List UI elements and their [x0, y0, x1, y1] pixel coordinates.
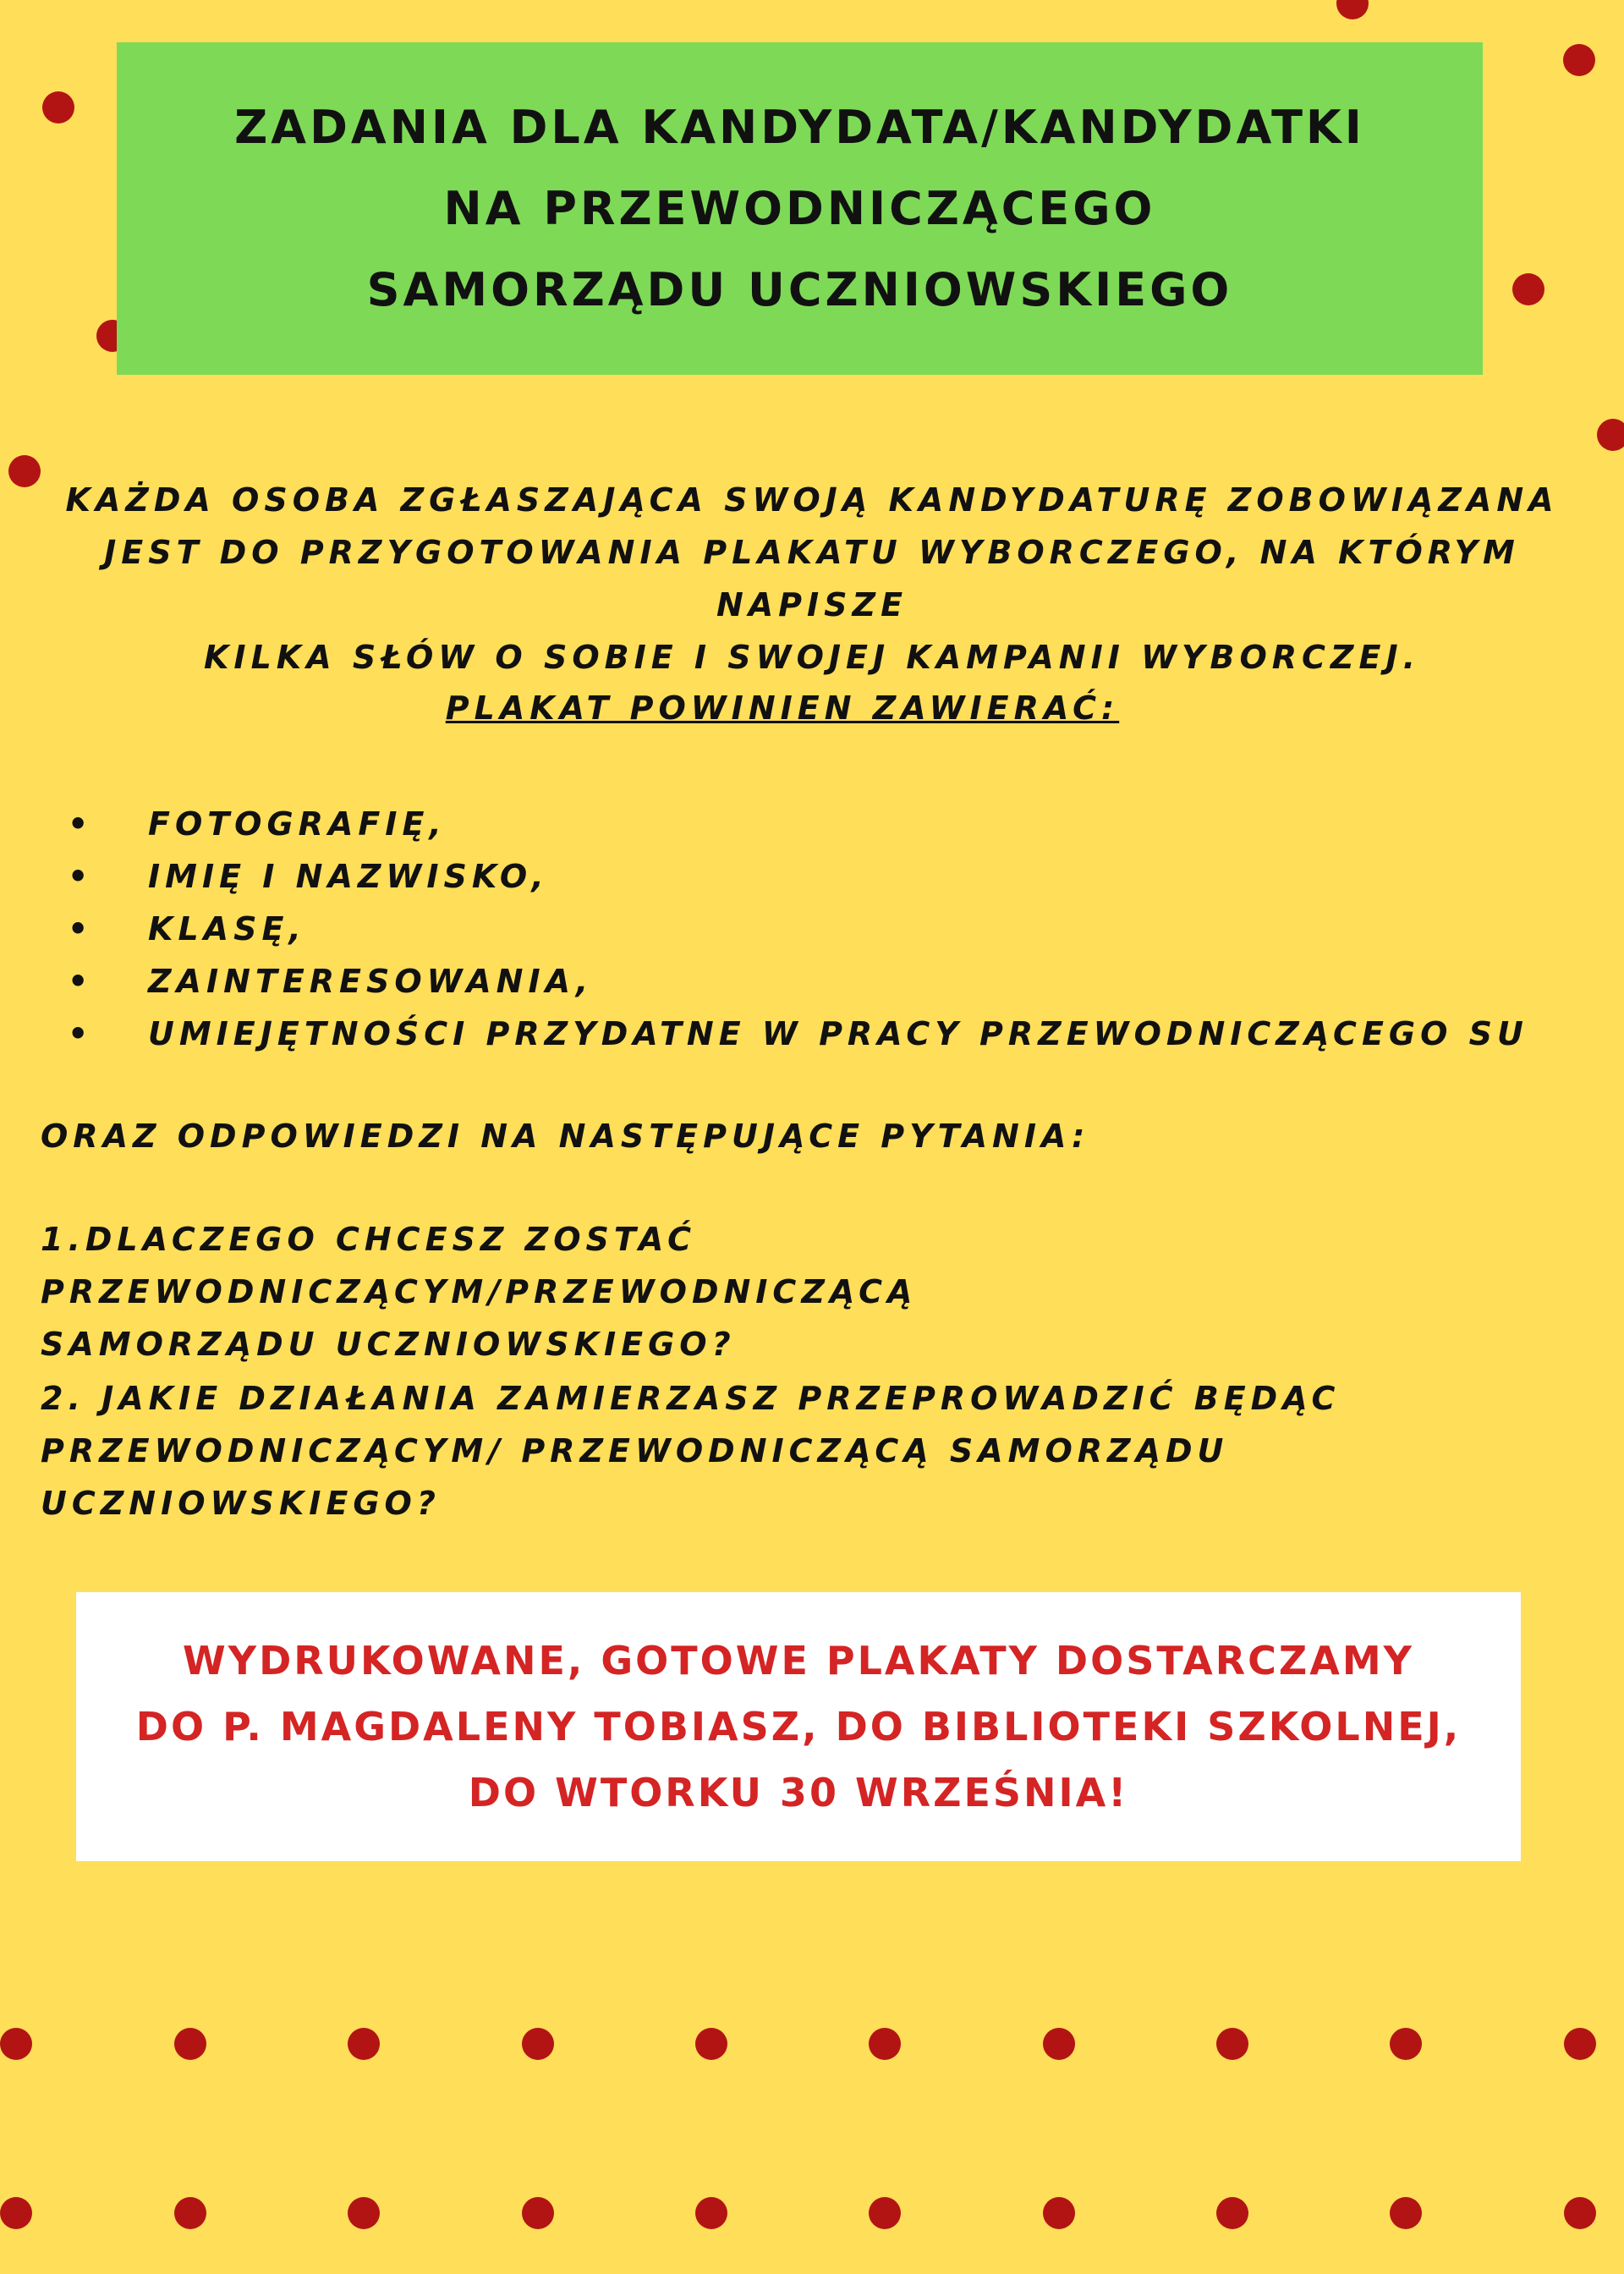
poster-heading: PLAKAT POWINIEN ZAWIERAĆ: — [445, 689, 1120, 727]
decorative-dot — [869, 2028, 901, 2060]
list-item: • ZAINTERESOWANIA, — [68, 955, 1528, 1008]
requirements-list — [68, 798, 1528, 1060]
decorative-dot — [174, 2197, 206, 2229]
list-item: • IMIĘ I NAZWISKO, — [68, 850, 1528, 903]
decorative-dot — [1216, 2028, 1248, 2060]
decorative-dot — [695, 2197, 727, 2229]
question-1 — [41, 1213, 1563, 1370]
deadline-notice — [76, 1592, 1521, 1861]
decorative-dot — [1390, 2197, 1422, 2229]
page-title-line: SAMORZĄDU UCZNIOWSKIEGO — [366, 262, 1233, 316]
list-item: • FOTOGRAFIĘ, — [68, 798, 1528, 850]
decorative-dot — [1390, 2028, 1422, 2060]
question-line: SAMORZĄDU UCZNIOWSKIEGO? — [41, 1326, 736, 1363]
decorative-dot — [42, 91, 74, 124]
page-title-line: ZADANIA DLA KANDYDATA/KANDYDATKI — [234, 100, 1365, 154]
decorative-dot — [1043, 2197, 1075, 2229]
decorative-dot — [1563, 44, 1595, 76]
decorative-dot — [1336, 0, 1369, 19]
decorative-dot — [1512, 273, 1544, 305]
intro-line: KILKA SŁÓW O SOBIE I SWOJEJ KAMPANII WYBORCZEJ. — [203, 639, 1421, 676]
decorative-dot — [695, 2028, 727, 2060]
decorative-dot — [1564, 2197, 1596, 2229]
decorative-dot — [1597, 419, 1624, 451]
intro-line: JEST DO PRZYGOTOWANIA PLAKATU WYBORCZEGO, NA KTÓRYM NAPISZE — [104, 534, 1520, 623]
decorative-dot — [0, 2197, 32, 2229]
decorative-dot — [1043, 2028, 1075, 2060]
decorative-dot — [1216, 2197, 1248, 2229]
question-line: 2. JAKIE DZIAŁANIA ZAMIERZASZ PRZEPROWADZIĆ BĘDĄC — [41, 1380, 1341, 1417]
notice-line: WYDRUKOWANE, GOTOWE PLAKATY DOSTARCZAMY — [183, 1638, 1414, 1684]
decorative-dot — [0, 2028, 32, 2060]
notice-line: DO WTORKU 30 WRZEŚNIA! — [468, 1770, 1129, 1815]
questions-intro: ORAZ ODPOWIEDZI NA NASTĘPUJĄCE PYTANIA: — [41, 1118, 1090, 1155]
decorative-dot — [174, 2028, 206, 2060]
decorative-dot — [522, 2028, 554, 2060]
title-box — [117, 42, 1483, 375]
list-item: • KLASĘ, — [68, 903, 1528, 955]
intro-line: KAŻDA OSOBA ZGŁASZAJĄCA SWOJĄ KANDYDATURĘ ZOBOWIĄZANA — [65, 481, 1559, 519]
decorative-dot — [522, 2197, 554, 2229]
decorative-dot — [869, 2197, 901, 2229]
question-2 — [41, 1372, 1563, 1530]
question-line: PRZEWODNICZĄCYM/ PRZEWODNICZĄCĄ SAMORZĄDU UCZNIOWSKIEGO? — [41, 1432, 1229, 1522]
question-line: 1.DLACZEGO CHCESZ ZOSTAĆ PRZEWODNICZĄCYM/PRZEWODNICZĄCĄ — [41, 1221, 918, 1310]
decorative-dot — [1564, 2028, 1596, 2060]
notice-line: DO P. MAGDALENY TOBIASZ, DO BIBLIOTEKI SZKOLNEJ, — [135, 1704, 1462, 1749]
decorative-dot — [348, 2028, 380, 2060]
intro-paragraph — [34, 474, 1590, 684]
list-item: • UMIEJĘTNOŚCI PRZYDATNE W PRACY PRZEWODNICZĄCEGO SU — [68, 1008, 1528, 1060]
page-title-line: NA PRZEWODNICZĄCEGO — [443, 181, 1156, 235]
decorative-dot — [348, 2197, 380, 2229]
